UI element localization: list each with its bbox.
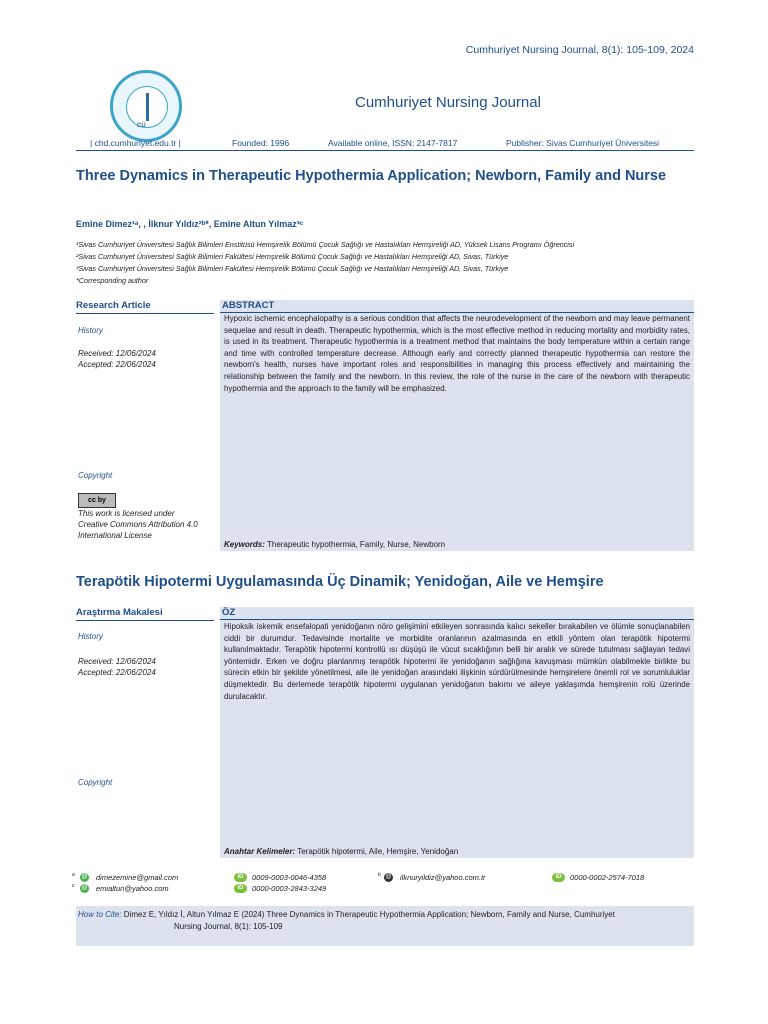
turkish-history-label: History	[78, 632, 103, 641]
orcid-b[interactable]: 0000-0002-2574-7018	[570, 873, 645, 882]
turkish-title: Terapötik Hipotermi Uygulamasında Üç Dinamik; Yenidoğan, Aile ve Hemşire	[76, 574, 604, 590]
orcid-icon: iD	[234, 873, 247, 882]
journal-reference: Cumhuriyet Nursing Journal, 8(1): 105-109, 2024	[465, 44, 694, 56]
email-icon: @	[81, 885, 88, 891]
license-line-3: International License	[78, 531, 152, 540]
turkish-article-type: Araştırma Makalesi	[76, 607, 214, 621]
abstract-box	[220, 300, 694, 551]
history-label: History	[78, 326, 103, 335]
oz-heading: ÖZ	[222, 607, 236, 618]
received-date: Received: 12/06/2024	[78, 349, 156, 358]
issn-info: Available online, ISSN: 2147-7817	[328, 138, 458, 148]
affiliation-1: ¹Sivas Cumhuriyet Üniversitesi Sağlık Bilimleri Enstitüsü Hemşirelik Bölümü Çocuk Sağlığı ve Hastalıkları Hemşireliği AD, Yüksek Lisans Programı Öğrencisi	[76, 240, 575, 249]
cc-license-icon[interactable]: cc by	[78, 493, 116, 508]
website-link[interactable]: | chd.cumhuriyet.edu.tr |	[90, 138, 181, 148]
keywords: Keywords: Therapeutic hypothermia, Family, Nurse, Newborn	[224, 540, 446, 549]
article-title: Three Dynamics in Therapeutic Hypothermia Application; Newborn, Family and Nurse	[76, 168, 667, 184]
article-type: Research Article	[76, 300, 214, 314]
email-marker-a: a	[72, 872, 75, 878]
turkish-accepted-date: Accepted: 22/06/2024	[78, 668, 156, 677]
email-marker-b: b	[378, 872, 381, 878]
accepted-date: Accepted: 22/06/2024	[78, 360, 156, 369]
turkish-copyright-label: Copyright	[78, 778, 113, 787]
cite-label: How to Cite:	[78, 910, 122, 919]
founded-info: Founded: 1996	[232, 138, 290, 148]
affiliation-2: ²Sivas Cumhuriyet Üniversitesi Sağlık Bilimleri Fakültesi Hemşirelik Bölümü Çocuk Sağlığı ve Hastalıkları Hemşireliği AD, Sivas, Türkiye	[76, 252, 509, 261]
email-a[interactable]: dimezemine@gmail.com	[96, 873, 179, 882]
orcid-icon: iD	[234, 884, 247, 893]
author-list: Emine Dimez¹ᵃ, , İlknur Yıldız²ᵇ*, Emine Altun Yılmaz³ᶜ	[76, 219, 304, 229]
corresponding-note: *Corresponding author	[76, 276, 149, 285]
license-line-2: Creative Commons Attribution 4.0	[78, 520, 198, 529]
how-to-cite	[76, 906, 694, 946]
turkish-received-date: Received: 12/06/2024	[78, 657, 156, 666]
orcid-c[interactable]: 0000-0003-2843-3249	[252, 884, 327, 893]
journal-info-bar	[76, 134, 694, 151]
copyright-label: Copyright	[78, 471, 113, 480]
email-icon: @	[81, 874, 88, 880]
email-icon: @	[385, 874, 392, 880]
publisher-info: Publisher: Sivas Cumhuriyet Üniversitesi	[506, 138, 660, 148]
abstract-text: Hypoxic ischemic encephalopathy is a serious condition that affects the neurodevelopment of the newborn and may leave permanent sequelae and result in death. Therapeutic hypothermia, which is the most effective method in reducing mortality and morbidity rates, is used in its treatment. Therapeutic hypothermia is a treatment method that maintains the body temperature within a certain range and time with controlled temperature decrease. Although early and correctly planned therapeutic hypothermia can restore the newborn's health, nurses have important roles and responsibilities in managing this process effectively and maintaining the relationship between the family and the newborn. In this review, the role of the nurse in the care of the newborn with therapeutic hypothermia and the approach to the family will be emphasized.	[224, 314, 690, 393]
email-marker-c: c	[72, 883, 75, 889]
anahtar-kelimeler: Anahtar Kelimeler: Terapötik hipotermi, Aile, Hemşire, Yenidoğan	[224, 847, 459, 856]
email-c[interactable]: emialtun@yahoo.com	[96, 884, 169, 893]
cite-text-2: Nursing Journal, 8(1): 105-109	[174, 922, 283, 931]
cite-text-1: Dimez E, Yıldız İ, Altun Yılmaz E (2024) Three Dynamics in Therapeutic Hypothermia Application; Newborn, Family and Nurse, Cumhuriyet	[121, 910, 615, 919]
journal-name: Cumhuriyet Nursing Journal	[355, 94, 541, 111]
abstract-heading: ABSTRACT	[222, 300, 275, 311]
email-b[interactable]: ilknuryildiz@yahoo.com.tr	[400, 873, 486, 882]
orcid-icon: iD	[552, 873, 565, 882]
affiliation-3: ³Sivas Cumhuriyet Üniversitesi Sağlık Bilimleri Fakültesi Hemşirelik Bölümü Çocuk Sağlığı ve Hastalıkları Hemşireliği AD, Sivas, Türkiye	[76, 264, 509, 273]
license-line-1: This work is licensed under	[78, 509, 175, 518]
oz-box	[220, 607, 694, 858]
orcid-a[interactable]: 0009-0003-0046-4358	[252, 873, 327, 882]
university-logo: CÜ	[110, 70, 182, 142]
oz-text: Hipoksik iskemik ensefalopati yenidoğanın nöro gelişimini etkileyen sonrasında kalıcı sekeller bırakabilen ve ölümle sonuçlanabilen ciddi bir durumdur. Tedavisinde mortalite ve morbidite oranlarının azalmasında en etkili yöntem olan terapötik hipotermi kullanılmaktadır. Terapötik hipotermi kontrollü ısı düşüşü ile vücut sıcaklığının belli bir aralık ve sürede tutulması sağlayan tedavi yöntemidir. Erken ve doğru planlanmış terapötik hipotermi ile yenidoğanın sağlığına kavuşması mümkün olabilmekle birlikte bu sürecin etkin bir şekilde yönetilmesi, aile ile yenidoğan arasındaki ilişkinin sürdürülmesinde hemşirelere önemli rol ve sorumluluklar düşmektedir. Bu derlemede terapötik hipotermi uygulanan yenidoğanın bakımı ve aileye yaklaşımda hemşirenin rolü üzerinde durulacaktır.	[224, 622, 690, 701]
